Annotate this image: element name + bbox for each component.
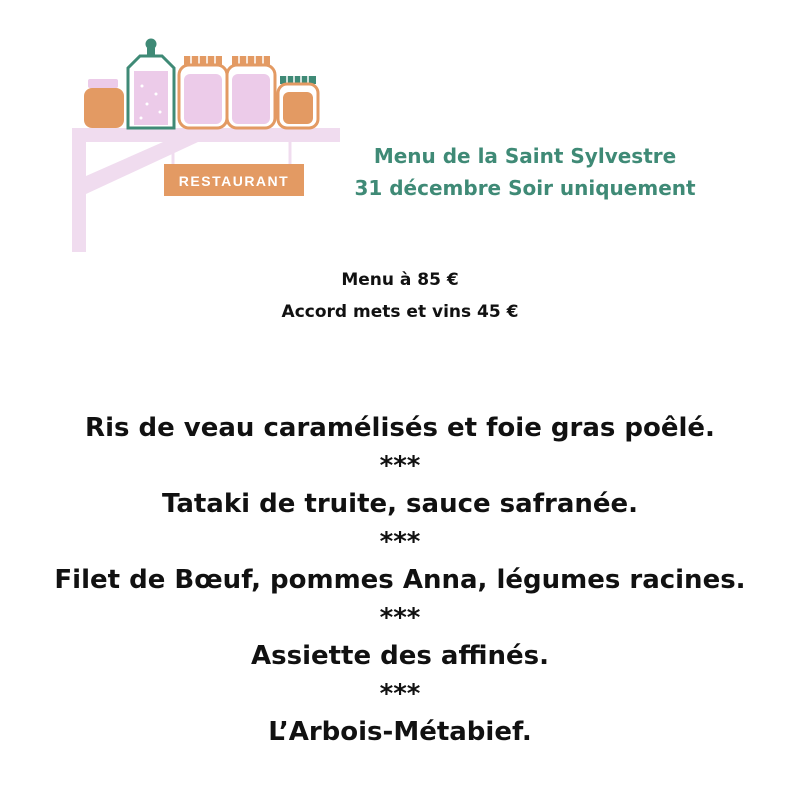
jar-stopper-neck [147, 48, 155, 55]
event-date: 31 décembre Soir uniquement [354, 176, 696, 200]
jar-stopper [146, 39, 157, 50]
course-separator: *** [379, 527, 421, 557]
event-name: Menu de la Saint Sylvestre [373, 144, 677, 168]
jar-lid [88, 79, 118, 88]
course-separator: *** [379, 679, 421, 709]
jar-tall-fill [134, 71, 168, 125]
course-list [0, 406, 800, 754]
shelf-post [72, 128, 86, 252]
shelf-illustration [68, 36, 348, 256]
price-block [0, 264, 800, 328]
course-separator: *** [379, 603, 421, 633]
course-2: Tataki de truite, sauce safranée. [161, 489, 639, 519]
sign-text: RESTAURANT [178, 173, 290, 189]
course-1: Ris de veau caramélisés et foie gras poêlé. [85, 413, 715, 443]
course-3: Filet de Bœuf, pommes Anna, légumes racines. [54, 565, 746, 595]
restaurant-logo [68, 36, 348, 256]
event-title [345, 140, 705, 204]
course-5: L’Arbois-Métabief. [268, 717, 532, 747]
course-4: Assiette des affinés. [251, 641, 549, 671]
menu-price: Menu à 85 € [341, 270, 459, 290]
jar-orange-left [84, 88, 124, 128]
course-separator: *** [379, 451, 421, 481]
wine-pairing-price: Accord mets et vins 45 € [281, 302, 519, 322]
shelf-board [72, 128, 340, 142]
